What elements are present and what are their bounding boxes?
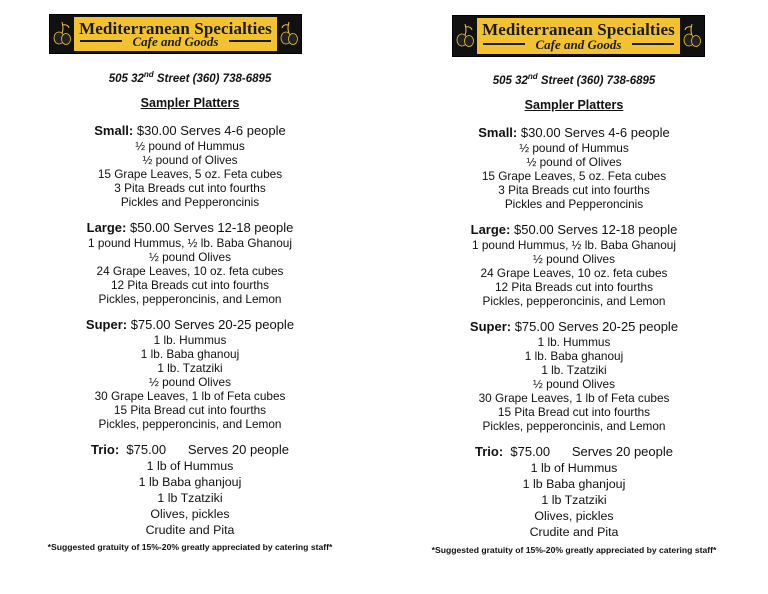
platter-label: Small: (94, 123, 134, 138)
logo-subtitle: Cafe and Goods (132, 34, 219, 49)
list-item: 24 Grape Leaves, 10 oz. feta cubes (480, 266, 668, 280)
list-item: 1 pound Hummus, ½ lb. Baba Ghanouj (88, 236, 292, 250)
platter-super (384, 319, 764, 433)
platter-small (384, 125, 764, 211)
list-item: ½ pound Olives (149, 250, 231, 264)
list-item: 1 lb. Tzatziki (541, 363, 607, 377)
menu-sheet-left (0, 0, 380, 594)
olive-branch-icon (50, 15, 74, 53)
logo (452, 15, 705, 57)
menu-content (384, 68, 764, 540)
list-item: 15 Pita Bread cut into fourths (497, 405, 651, 419)
section-heading: Sampler Platters (524, 98, 624, 112)
platter-price: $75.00 Serves 20 people (119, 442, 289, 457)
list-item: 1 lb Baba ghanjouj (138, 475, 242, 489)
list-item: Pickles, pepperoncinis, and Lemon (482, 419, 666, 433)
platter-large (0, 220, 380, 306)
list-item: 1 lb of Hummus (530, 461, 618, 475)
gratuity-note: *Suggested gratuity of 15%-20% greatly appreciated by catering staff* (47, 542, 333, 552)
list-item: 1 lb. Hummus (153, 333, 227, 347)
platter-price: $75.00 Serves 20 people (503, 444, 673, 459)
platter-label: Small: (478, 125, 518, 140)
platter-small (0, 123, 380, 209)
list-item: 3 Pita Breads cut into fourths (114, 181, 266, 195)
list-item: 1 lb. Hummus (537, 335, 611, 349)
olive-branch-icon (453, 16, 477, 56)
list-item: ½ pound of Hummus (519, 141, 629, 155)
address-phone: 505 32nd Street (360) 738-6895 (108, 70, 272, 85)
platter-price: $50.00 Serves 12-18 people (126, 220, 294, 235)
gratuity-note: *Suggested gratuity of 15%-20% greatly appreciated by catering staff* (431, 545, 717, 555)
list-item: 1 lb. Baba ghanouj (524, 349, 624, 363)
list-item: 12 Pita Breads cut into fourths (110, 278, 270, 292)
platter-price: $75.00 Serves 20-25 people (511, 319, 679, 334)
list-item: ½ pound of Olives (142, 153, 238, 167)
list-item: Olives, pickles (534, 509, 614, 523)
list-item: ½ pound Olives (533, 377, 615, 391)
list-item: 30 Grape Leaves, 1 lb of Feta cubes (478, 391, 670, 405)
section-heading: Sampler Platters (140, 96, 240, 110)
platter-label: Large: (470, 222, 511, 237)
platter-price: $75.00 Serves 20-25 people (127, 317, 295, 332)
list-item: 15 Grape Leaves, 5 oz. Feta cubes (481, 169, 667, 183)
address-phone: 505 32nd Street (360) 738-6895 (492, 72, 656, 87)
platter-label: Super: (85, 317, 128, 332)
platter-large (384, 222, 764, 308)
list-item: ½ pound Olives (533, 252, 615, 266)
list-item: 1 lb Tzatziki (157, 491, 223, 505)
list-item: 1 lb. Tzatziki (157, 361, 223, 375)
platter-super (0, 317, 380, 431)
list-item: Crudite and Pita (529, 525, 619, 539)
platter-price: $30.00 Serves 4-6 people (517, 125, 670, 140)
platter-price: $50.00 Serves 12-18 people (510, 222, 678, 237)
list-item: 15 Pita Bread cut into fourths (113, 403, 267, 417)
list-item: 3 Pita Breads cut into fourths (498, 183, 650, 197)
list-item: ½ pound of Hummus (135, 139, 245, 153)
list-item: 30 Grape Leaves, 1 lb of Feta cubes (94, 389, 286, 403)
menu-content (0, 66, 380, 538)
platter-label: Large: (86, 220, 127, 235)
platter-trio (384, 444, 764, 540)
list-item: 1 lb Baba ghanjouj (522, 477, 626, 491)
list-item: 1 lb. Baba ghanouj (140, 347, 240, 361)
logo-subtitle: Cafe and Goods (535, 37, 622, 52)
list-item: 1 lb Tzatziki (541, 493, 607, 507)
platter-label: Trio: (90, 442, 120, 457)
platter-label: Trio: (474, 444, 504, 459)
list-item: Crudite and Pita (145, 523, 235, 537)
logo (49, 14, 302, 54)
list-item: Pickles and Pepperoncinis (504, 197, 644, 211)
list-item: 12 Pita Breads cut into fourths (494, 280, 654, 294)
list-item: 1 lb of Hummus (146, 459, 234, 473)
list-item: Pickles, pepperoncinis, and Lemon (482, 294, 666, 308)
olive-branch-icon (277, 15, 301, 53)
platter-price: $30.00 Serves 4-6 people (133, 123, 286, 138)
list-item: 24 Grape Leaves, 10 oz. feta cubes (96, 264, 284, 278)
platter-trio (0, 442, 380, 538)
olive-branch-icon (680, 16, 704, 56)
list-item: ½ pound Olives (149, 375, 231, 389)
logo-name: Mediterranean Specialties (79, 19, 272, 38)
list-item: Pickles, pepperoncinis, and Lemon (98, 292, 282, 306)
list-item: Pickles, pepperoncinis, and Lemon (98, 417, 282, 431)
list-item: 1 pound Hummus, ½ lb. Baba Ghanouj (472, 238, 676, 252)
list-item: Pickles and Pepperoncinis (120, 195, 260, 209)
menu-sheet-right (384, 0, 764, 594)
logo-name: Mediterranean Specialties (482, 20, 675, 39)
list-item: 15 Grape Leaves, 5 oz. Feta cubes (97, 167, 283, 181)
list-item: ½ pound of Olives (526, 155, 622, 169)
platter-label: Super: (469, 319, 512, 334)
list-item: Olives, pickles (150, 507, 230, 521)
